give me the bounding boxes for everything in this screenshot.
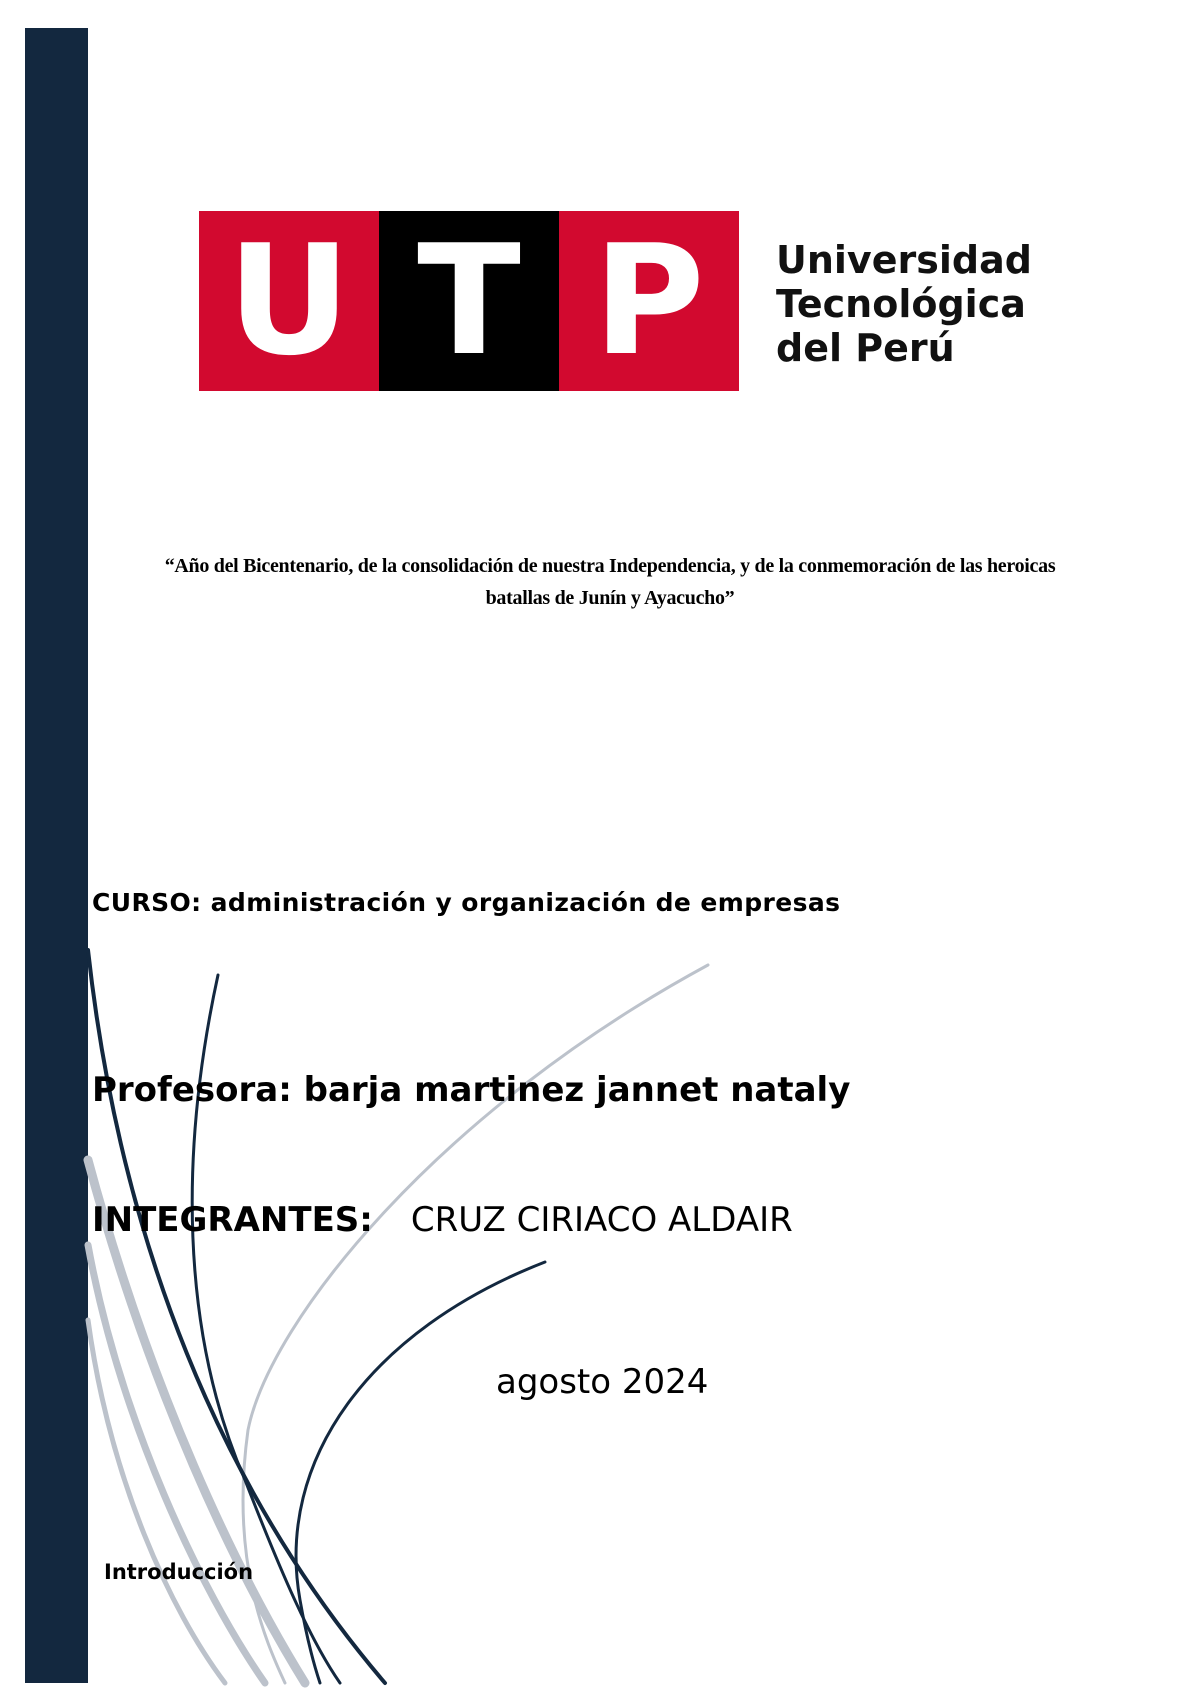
utp-logo	[199, 211, 739, 391]
members-names: CRUZ CIRIACO ALDAIR	[410, 1200, 793, 1240]
members-label: INTEGRANTES:	[92, 1200, 373, 1240]
university-name-line-1: Universidad	[776, 238, 1032, 282]
members-line	[92, 1200, 793, 1240]
year-motto-line-2: batallas de Junín y Ayacucho”	[485, 587, 735, 609]
logo-letter-p: P	[559, 211, 739, 391]
logo-letter-t: T	[379, 211, 559, 391]
university-name	[776, 238, 1032, 370]
university-name-line-3: del Perú	[776, 326, 955, 370]
year-motto	[88, 550, 1132, 614]
professor-name: Profesora: barja martinez jannet nataly	[92, 1070, 851, 1110]
document-date: agosto 2024	[496, 1362, 709, 1402]
university-name-line-2: Tecnológica	[776, 282, 1026, 326]
course-title: CURSO: administración y organización de empresas	[92, 888, 841, 917]
logo-letter-u: U	[199, 211, 379, 391]
intro-heading: Introducción	[104, 1560, 254, 1584]
year-motto-line-1: “Año del Bicentenario, de la consolidación de nuestra Independencia, y de la conmemoración de las heroicas	[164, 555, 1056, 577]
